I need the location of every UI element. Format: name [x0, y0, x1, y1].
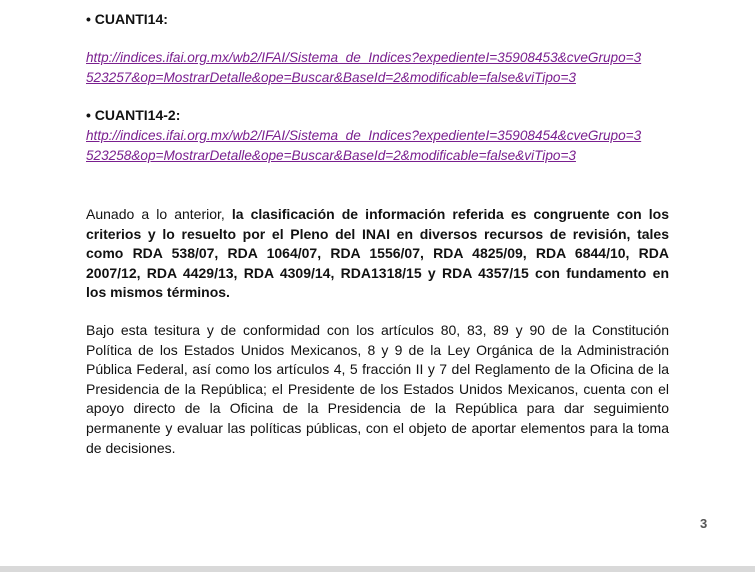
paragraph-criteria-bold-1: la clasificación de información referida es congruente con los: [231, 206, 669, 222]
link-cuanti14-2-line1[interactable]: http://indices.ifai.org.mx/wb2/IFAI/Sistema_de_Indices?expedienteI=35908454&cveGrupo=3: [86, 128, 642, 143]
paragraph-legal-line5: apoyo directo de la Oficina de la Presidencia de la República para dar seguimiento: [86, 400, 669, 417]
paragraph-legal-line7: de decisiones.: [86, 439, 176, 456]
link-cuanti14[interactable]: [86, 48, 686, 88]
paragraph-legal-line4: Presidencia de la República; el Presidente de los Estados Unidos Mexicanos, cuenta con el: [86, 380, 669, 397]
heading-cuanti14: • CUANTI14:: [86, 11, 168, 27]
paragraph-criteria-bold-3: como RDA 538/07, RDA 1064/07, RDA 1556/07, RDA 4825/09, RDA 6844/10, RDA: [86, 245, 669, 262]
paragraph-criteria-bold-2: criterios y lo resuelto por el Pleno del INAI en diversos recursos de revisión, tales: [86, 225, 669, 242]
paragraph-legal-line2: Política de los Estados Unidos Mexicanos, 8 y 9 de la Ley Orgánica de la Administración: [86, 341, 669, 358]
paragraph-legal-basis: [86, 321, 669, 458]
page-number: 3: [700, 516, 708, 531]
link-cuanti14-line1[interactable]: http://indices.ifai.org.mx/wb2/IFAI/Sistema_de_Indices?expedienteI=35908453&cveGrupo=3: [86, 50, 642, 65]
paragraph-criteria-bold-5: los mismos términos.: [86, 284, 230, 301]
page-bottom-edge: [0, 566, 755, 572]
link-cuanti14-2-line2[interactable]: 523258&op=MostrarDetalle&ope=Buscar&BaseId=2&modificable=false&viTipo=3: [86, 148, 576, 163]
link-cuanti14-2[interactable]: [86, 126, 686, 166]
link-cuanti14-line2[interactable]: 523257&op=MostrarDetalle&ope=Buscar&BaseId=2&modificable=false&viTipo=3: [86, 70, 576, 85]
paragraph-criteria-bold-4: 2007/12, RDA 4429/13, RDA 4309/14, RDA1318/15 y RDA 4357/15 con fundamento en: [86, 264, 669, 281]
paragraph-legal-line6: permanente y evaluar las políticas públicas, con el objeto de aportar elementos para la toma: [86, 419, 669, 436]
paragraph-criteria-intro: Aunado a lo anterior,: [86, 206, 232, 222]
heading-cuanti14-2: • CUANTI14-2:: [86, 107, 181, 123]
paragraph-legal-line1: Bajo esta tesitura y de conformidad con los artículos 80, 83, 89 y 90 de la Constitución: [86, 322, 669, 338]
paragraph-criteria-line1: [86, 205, 669, 225]
paragraph-legal-line3: Pública Federal, así como los artículos 4, 5 fracción II y 7 del Reglamento de la Oficina de la: [86, 361, 669, 378]
paragraph-criteria: [86, 205, 669, 303]
